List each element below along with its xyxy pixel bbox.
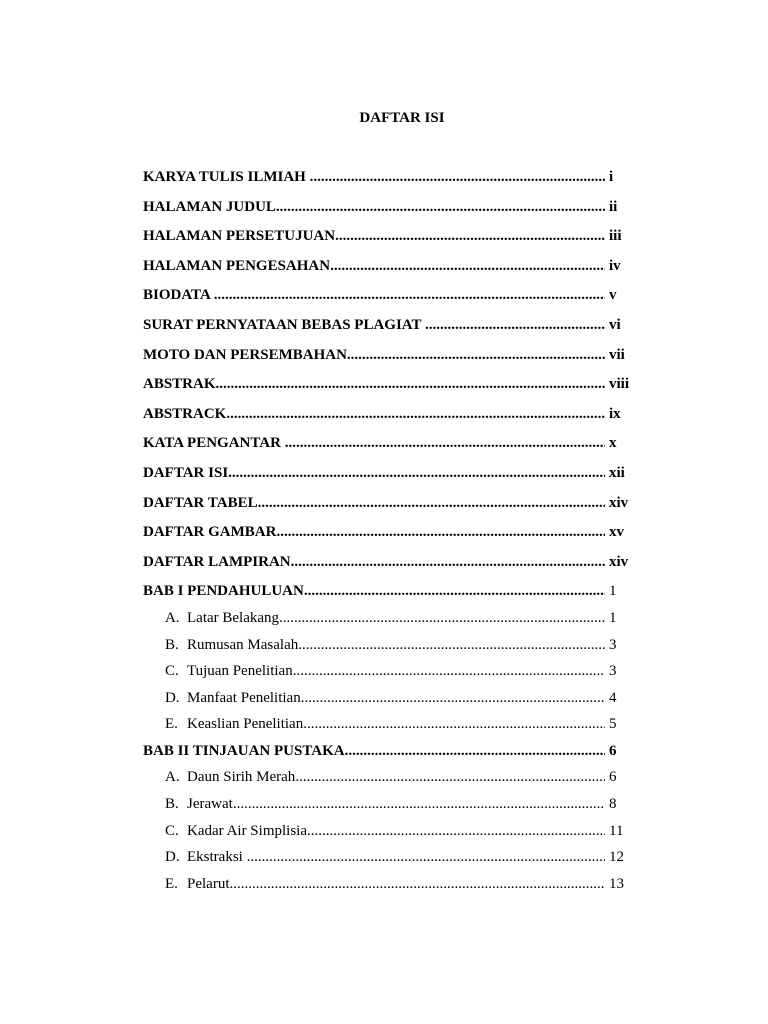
toc-leader-dots (233, 795, 605, 813)
toc-entry-label: ABSTRACK (143, 405, 227, 422)
toc-entry-page-number: xiv (609, 553, 629, 570)
toc-leader-dots (230, 875, 606, 893)
toc-entry-letter: C. (165, 822, 179, 839)
toc-leader-dots (293, 662, 605, 680)
toc-entry-letter: A. (165, 769, 180, 786)
toc-entry-page-number: i (609, 169, 614, 185)
toc-entry-label: SURAT PERNYATAAN BEBAS PLAGIAT (143, 316, 426, 333)
toc-entry-page-number: xiv (609, 494, 629, 511)
toc-entry-label: BIODATA (143, 287, 214, 304)
toc-entry-label: KARYA TULIS ILMIAH (143, 169, 310, 185)
toc-entry-page-number: 1 (609, 583, 617, 600)
toc-leader-dots (345, 742, 605, 760)
toc-entry-page-number: 8 (609, 796, 617, 813)
toc-entry (143, 346, 633, 376)
toc-leader-dots (214, 286, 605, 304)
toc-leader-dots (298, 636, 605, 654)
toc-leader-dots (425, 316, 605, 334)
toc-entry-label: HALAMAN PERSETUJUAN (143, 228, 336, 245)
toc-entry-page-number: 1 (609, 609, 617, 626)
toc-entry-page-number: 12 (609, 849, 624, 866)
toc-entry-page-number: iv (609, 257, 621, 274)
toc-entry-page-number: 6 (609, 742, 617, 759)
toc-entry-label: Rumusan Masalah (187, 636, 299, 653)
toc-entry-page-number: viii (609, 376, 630, 393)
toc-entry (143, 795, 633, 822)
toc-entry (143, 689, 633, 716)
toc-leader-dots (228, 464, 605, 482)
toc-entry-page-number: ix (609, 405, 621, 422)
toc-leader-dots (295, 768, 605, 786)
toc-entry-page-number: 4 (609, 689, 617, 706)
toc-entry-letter: B. (165, 796, 179, 813)
toc-entry-label: DAFTAR LAMPIRAN (143, 553, 291, 570)
toc-entry (143, 609, 633, 636)
toc-entry (143, 822, 633, 849)
toc-entry (143, 286, 633, 316)
toc-entry-page-number: xii (609, 464, 625, 481)
toc-entry-label: HALAMAN JUDUL (143, 198, 276, 215)
toc-entry (143, 375, 633, 405)
toc-entry-label: Pelarut (187, 875, 230, 892)
toc-entry-page-number: vii (609, 346, 625, 363)
toc-leader-dots (307, 822, 605, 840)
toc-entry-letter: A. (165, 609, 180, 626)
toc-entry (143, 227, 633, 257)
toc-entry-label: DAFTAR GAMBAR (143, 524, 277, 541)
toc-entry (143, 434, 633, 464)
toc-entry (143, 523, 633, 553)
toc-entry-label: Daun Sirih Merah (187, 769, 296, 786)
toc-entry-label: Tujuan Penelitian (187, 663, 293, 680)
toc-entry-page-number: 13 (609, 875, 624, 892)
toc-entry (143, 582, 633, 609)
toc-leader-dots (330, 257, 605, 275)
toc-entry-label: MOTO DAN PERSEMBAHAN (143, 346, 347, 363)
toc-leader-dots (303, 715, 605, 733)
toc-leader-dots (216, 375, 605, 393)
toc-entry-label: HALAMAN PENGESAHAN (143, 257, 331, 274)
toc-entry-letter: D. (165, 689, 180, 706)
toc-leader-dots (276, 523, 605, 541)
toc-entry-label: Kadar Air Simplisia (187, 822, 307, 839)
toc-entry-label: BAB I PENDAHULUAN (143, 583, 304, 600)
toc-entry (143, 636, 633, 663)
toc-entry (143, 257, 633, 287)
toc-entry-page-number: 3 (609, 663, 617, 680)
toc-entry-label: BAB II TINJAUAN PUSTAKA (143, 742, 345, 759)
toc-entry-label: Keaslian Penelitian (187, 716, 304, 733)
toc-entry (143, 742, 633, 769)
toc-leader-dots (347, 346, 605, 364)
toc-entry-label: KATA PENGANTAR (143, 435, 285, 452)
toc-entry-page-number: xv (609, 524, 624, 541)
toc-leader-dots (310, 168, 605, 186)
toc-entry (143, 168, 633, 198)
toc-entry (143, 494, 633, 524)
toc-entry (143, 464, 633, 494)
toc-entry-page-number: 6 (609, 769, 617, 786)
page-title: DAFTAR ISI (359, 110, 445, 126)
toc-leader-dots (335, 227, 605, 245)
toc-entry (143, 662, 633, 689)
toc-entry-label: DAFTAR TABEL (143, 494, 258, 511)
table-of-contents (143, 168, 633, 901)
toc-leader-dots (304, 582, 605, 600)
toc-entry (143, 316, 633, 346)
toc-entry (143, 875, 633, 902)
toc-leader-dots (301, 689, 605, 707)
toc-entry-label: DAFTAR ISI (143, 464, 229, 481)
toc-entry-page-number: ii (609, 198, 618, 215)
toc-entry-page-number: iii (609, 228, 622, 245)
toc-leader-dots (247, 848, 605, 866)
toc-leader-dots (258, 494, 605, 512)
toc-entry-letter: E. (165, 875, 178, 892)
toc-entry (143, 198, 633, 228)
toc-leader-dots (285, 434, 605, 452)
toc-entry-label: Jerawat (187, 796, 233, 813)
toc-leader-dots (279, 609, 605, 627)
toc-entry-page-number: v (609, 287, 617, 304)
toc-entry-label: Ekstraksi (187, 849, 247, 866)
toc-entry-page-number: 5 (609, 716, 617, 733)
toc-entry-label: Latar Belakang (187, 609, 280, 626)
toc-leader-dots (291, 553, 605, 571)
toc-entry (143, 848, 633, 875)
toc-entry (143, 553, 633, 583)
toc-entry-page-number: 11 (609, 822, 624, 839)
toc-entry-label: ABSTRAK (143, 376, 216, 393)
toc-entry (143, 768, 633, 795)
toc-entry (143, 405, 633, 435)
toc-entry-label: Manfaat Penelitian (187, 689, 301, 706)
toc-entry-letter: D. (165, 849, 180, 866)
toc-leader-dots (226, 405, 605, 423)
toc-entry-letter: B. (165, 636, 179, 653)
toc-entry (143, 715, 633, 742)
toc-leader-dots (276, 198, 605, 216)
toc-entry-page-number: x (609, 435, 617, 452)
toc-entry-page-number: 3 (609, 636, 617, 653)
toc-entry-letter: C. (165, 663, 179, 680)
toc-entry-page-number: vi (609, 316, 621, 333)
toc-entry-letter: E. (165, 716, 178, 733)
